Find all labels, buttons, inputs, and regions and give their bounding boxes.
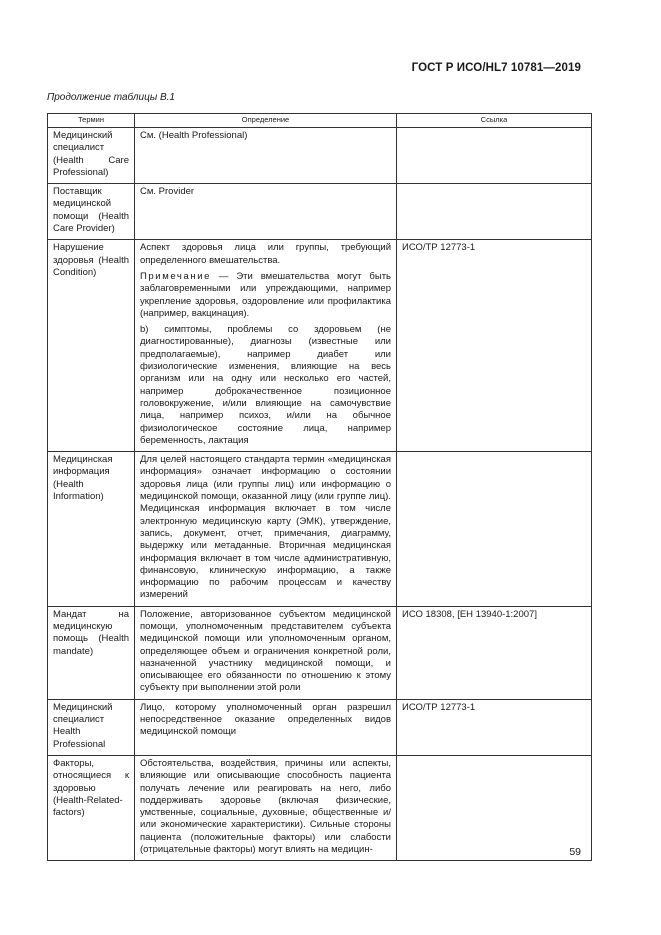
note-text: Эти вмешательства могут быть заблаговременными или упреждающими, например укрепление здоровья, оздоровление или профилактика (например, вакцинация). — [140, 270, 392, 319]
table-caption: Продолжение таблицы В.1 — [47, 92, 175, 103]
definition-text: Положение, авторизованное субъектом медицинской помощи, уполномоченным представителем субъекта медицинской помощи или уполномоченным органом, определяющее объем и ограничения конкретной роли, назначенной участнику медицинской помощи, и описывающее его обязанности по отношению к этому субъекту при выполнении этой роли — [140, 608, 391, 694]
reference-cell: ИСО/ТР 12773-1 — [397, 240, 592, 452]
table-row — [48, 755, 592, 860]
term-cell — [48, 755, 135, 860]
term-cell — [48, 699, 135, 755]
terms-table — [47, 113, 592, 861]
term-text: Медицинская информация (Health Information) — [53, 454, 113, 503]
definition-cell — [135, 606, 397, 699]
term-text: Медицинский специалист (Health Care Professional) — [53, 130, 129, 178]
term-text: Нарушение здоровья (Health Condition) — [53, 242, 129, 278]
table-row — [48, 699, 592, 755]
standard-header: ГОСТ Р ИСО/HL7 10781—2019 — [411, 62, 581, 74]
definition-cell — [135, 699, 397, 755]
term-text: Медицинский специалист Health Professional — [53, 701, 113, 750]
table-row — [48, 606, 592, 699]
definition-text: Лицо, которому уполномоченный орган разрешил непосредственное оказание определенных видов медицинской помощи — [140, 701, 391, 738]
reference-cell — [397, 452, 592, 607]
definition-note — [140, 271, 391, 320]
definition-text: Для целей настоящего стандарта термин «медицинская информация» означает информацию о состоянии здоровья лица (или группы лиц) или информацию о медицинской помощи, оказанной лицу (или группе лиц). Медицинская информация включает в том числе электронную медицинскую карту (ЭМК), утверждение, запись, документ, отчет, примечания, диаграмму, выдержку или метаданные. Вторичная медицинская информация включает в том числе административную, финансовую, клиническую информацию, а также информацию по рабочим процессам и качеству измерений — [140, 454, 391, 601]
note-label: Примечание — [140, 270, 211, 282]
page-number: 59 — [569, 846, 581, 858]
definition-cell — [135, 128, 397, 184]
reference-cell — [397, 755, 592, 860]
reference-cell — [397, 184, 592, 240]
term-cell — [48, 184, 135, 240]
definition-text: См. (Health Professional) — [140, 130, 248, 141]
term-cell — [48, 606, 135, 699]
term-cell — [48, 128, 135, 184]
definition-list-item: b) симптомы, проблемы со здоровьем (не диагностированные), диагнозы (известные или предполагаемые), например диабет или физиологические изменения, влияющие на весь организм или на одну или несколько его частей, например доброкачественное позиционное головокружение, и/или влияющие на самочувствие лица, например психоз, и/или на обычное физиологическое состояние лица, например беременность, лактация — [140, 324, 391, 446]
definition-cell — [135, 184, 397, 240]
table-row — [48, 128, 592, 184]
definition-text: Обстоятельства, воздействия, причины или аспекты, влияющие или описывающие способность пациента получать лечение или реагировать на него, либо поддерживать здоровье (включая физические, умственные, социальные, духовные, общественные и/или экономические характеристики). Сильные стороны пациента (положительные факторы) или слабости (отрицательные факторы) могут влиять на медицин- — [140, 757, 391, 856]
definition-cell — [135, 755, 397, 860]
table-row — [48, 184, 592, 240]
term-cell — [48, 240, 135, 452]
term-text: Поставщик медицинской помощи (Health Care Provider) — [53, 186, 129, 235]
column-header-definition: Определение — [135, 114, 397, 128]
reference-cell — [397, 128, 592, 184]
table-row — [48, 240, 592, 452]
definition-text: См. Provider — [140, 186, 195, 198]
column-header-term: Термин — [48, 114, 135, 128]
table-row — [48, 452, 592, 607]
definition-cell — [135, 240, 397, 452]
column-header-reference: Ссылка — [397, 114, 592, 128]
term-text: Факторы, относящиеся к здоровью (Health-Related-factors) — [53, 757, 129, 819]
reference-cell: ИСО 18308, [ЕН 13940-1:2007] — [397, 606, 592, 699]
note-dash: — — [211, 270, 237, 282]
term-text: Мандат на медицинскую помощь (Health mandate) — [53, 608, 129, 657]
term-cell — [48, 452, 135, 607]
definition-text: Аспект здоровья лица или группы, требующий определенного вмешательства. — [140, 242, 391, 266]
reference-cell: ИСО/ТР 12773-1 — [397, 699, 592, 755]
table-header-row — [48, 114, 592, 128]
definition-cell — [135, 452, 397, 607]
